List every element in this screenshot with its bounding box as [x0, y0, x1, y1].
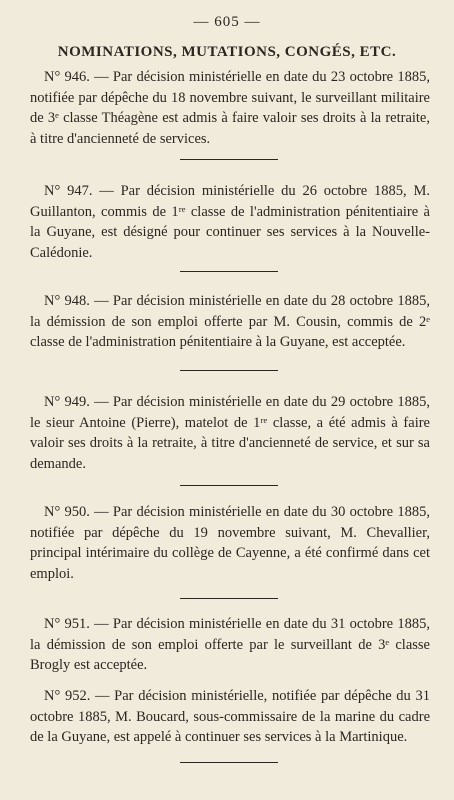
entry-text: N° 946. — Par décision ministérielle en date du 23 octobre 1885, notifiée par dépêche du 18 novembre suivant, le surveillant militaire de 3ᵉ classe Théagène est admis à faire valoir ses droits à la retraite, à titre d'ancienneté de services. — [30, 69, 430, 147]
decision-entry-947 — [30, 181, 430, 263]
entry-text: N° 947. — Par décision ministérielle du 26 octobre 1885, M. Guillanton, commis de 1ʳᵉ classe de l'administration pénitentiaire à la Guyane, est désigné pour continuer ses services à la Nouvelle-Calédonie. — [30, 183, 430, 261]
entry-text: N° 951. — Par décision ministérielle en date du 31 octobre 1885, la démission de son emploi offerte par le surveillant de 3ᵉ classe Brogly est acceptée. — [30, 616, 430, 673]
decision-entry-946 — [30, 67, 430, 149]
page-number: — 605 — — [193, 14, 261, 30]
decision-entry-949 — [30, 392, 430, 474]
decision-entry-948 — [30, 291, 430, 353]
separator-rule — [180, 485, 278, 486]
separator-rule — [180, 370, 278, 371]
entry-text: N° 949. — Par décision ministérielle en date du 29 octobre 1885, le sieur Antoine (Pierre), matelot de 1ʳᵉ classe, a été admis à faire valoir ses droits à la retraite, à titre d'ancienneté de service, et sur sa demande. — [30, 394, 430, 472]
section-heading: NOMINATIONS, MUTATIONS, CONGÉS, ETC. — [57, 44, 397, 60]
separator-rule — [180, 271, 278, 272]
separator-rule — [180, 762, 278, 763]
entry-text: N° 950. — Par décision ministérielle en date du 30 octobre 1885, notifiée par dépêche du 19 novembre suivant, M. Chevallier, principal intérimaire du collège de Cayenne, a été confirmé dans cet emploi. — [30, 504, 430, 582]
separator-rule — [180, 598, 278, 599]
decision-entry-950 — [30, 502, 430, 584]
decision-entry-952 — [30, 686, 430, 748]
decision-entry-951 — [30, 614, 430, 676]
entry-text: N° 952. — Par décision ministérielle, notifiée par dépêche du 31 octobre 1885, M. Boucard, sous-commissaire de la marine du cadre de la Guyane, est appelé à continuer ses services à la Martinique. — [30, 688, 430, 745]
entry-text: N° 948. — Par décision ministérielle en date du 28 octobre 1885, la démission de son emploi offerte par M. Cousin, commis de 2ᵉ classe de l'administration pénitentiaire à la Guyane, est acceptée. — [30, 293, 430, 350]
separator-rule — [180, 159, 278, 160]
